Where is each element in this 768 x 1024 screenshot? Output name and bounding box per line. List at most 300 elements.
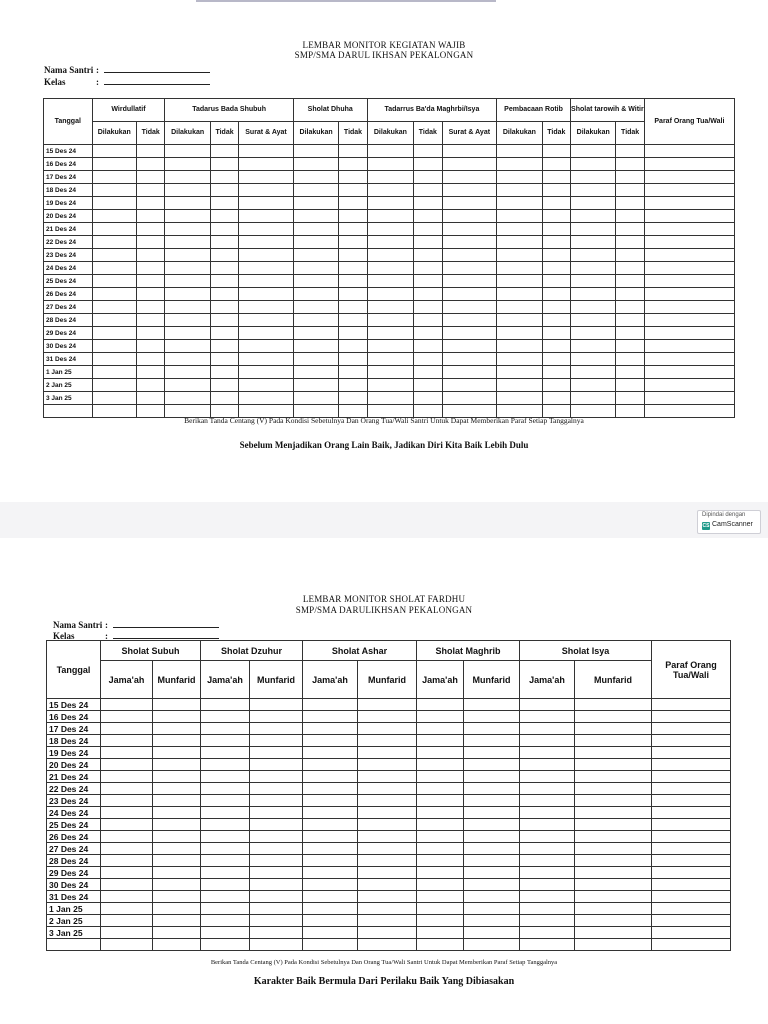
checkbox-cell[interactable] [250,831,303,843]
checkbox-cell[interactable] [616,145,644,158]
checkbox-cell[interactable] [239,301,294,314]
checkbox-cell[interactable] [239,353,294,366]
checkbox-cell[interactable] [464,699,520,711]
checkbox-cell[interactable] [414,275,442,288]
checkbox-cell[interactable] [414,184,442,197]
checkbox-cell[interactable] [339,275,367,288]
checkbox-cell[interactable] [414,145,442,158]
checkbox-cell[interactable] [101,831,153,843]
checkbox-cell[interactable] [201,795,250,807]
checkbox-cell[interactable] [358,819,417,831]
blank-cell[interactable] [303,939,358,951]
checkbox-cell[interactable] [464,771,520,783]
checkbox-cell[interactable] [414,353,442,366]
checkbox-cell[interactable] [250,735,303,747]
checkbox-cell[interactable] [92,171,137,184]
checkbox-cell[interactable] [303,843,358,855]
checkbox-cell[interactable] [137,210,165,223]
blank-cell[interactable] [520,939,575,951]
checkbox-cell[interactable] [293,210,339,223]
checkbox-cell[interactable] [520,771,575,783]
checkbox-cell[interactable] [339,340,367,353]
checkbox-cell[interactable] [542,392,570,405]
checkbox-cell[interactable] [644,340,734,353]
checkbox-cell[interactable] [339,197,367,210]
checkbox-cell[interactable] [101,843,153,855]
checkbox-cell[interactable] [153,867,201,879]
checkbox-cell[interactable] [153,747,201,759]
checkbox-cell[interactable] [339,353,367,366]
checkbox-cell[interactable] [497,301,543,314]
checkbox-cell[interactable] [520,807,575,819]
student-name-blank[interactable] [104,64,210,73]
blank-cell[interactable] [101,939,153,951]
checkbox-cell[interactable] [616,171,644,184]
checkbox-cell[interactable] [417,723,464,735]
checkbox-cell[interactable] [210,158,238,171]
checkbox-cell[interactable] [153,783,201,795]
blank-cell[interactable] [652,939,731,951]
checkbox-cell[interactable] [652,819,731,831]
checkbox-cell[interactable] [210,171,238,184]
checkbox-cell[interactable] [250,867,303,879]
checkbox-cell[interactable] [367,275,414,288]
checkbox-cell[interactable] [210,366,238,379]
checkbox-cell[interactable] [414,392,442,405]
checkbox-cell[interactable] [153,927,201,939]
checkbox-cell[interactable] [542,379,570,392]
checkbox-cell[interactable] [165,197,211,210]
checkbox-cell[interactable] [497,353,543,366]
checkbox-cell[interactable] [201,831,250,843]
checkbox-cell[interactable] [201,867,250,879]
checkbox-cell[interactable] [497,275,543,288]
checkbox-cell[interactable] [542,314,570,327]
checkbox-cell[interactable] [570,314,616,327]
checkbox-cell[interactable] [575,711,652,723]
checkbox-cell[interactable] [497,145,543,158]
checkbox-cell[interactable] [239,314,294,327]
checkbox-cell[interactable] [367,145,414,158]
checkbox-cell[interactable] [520,879,575,891]
checkbox-cell[interactable] [358,891,417,903]
checkbox-cell[interactable] [92,210,137,223]
checkbox-cell[interactable] [542,236,570,249]
checkbox-cell[interactable] [644,236,734,249]
checkbox-cell[interactable] [542,327,570,340]
checkbox-cell[interactable] [250,927,303,939]
checkbox-cell[interactable] [367,171,414,184]
class-blank[interactable] [104,76,210,85]
checkbox-cell[interactable] [542,340,570,353]
checkbox-cell[interactable] [616,379,644,392]
checkbox-cell[interactable] [464,723,520,735]
checkbox-cell[interactable] [165,249,211,262]
checkbox-cell[interactable] [520,699,575,711]
checkbox-cell[interactable] [644,353,734,366]
checkbox-cell[interactable] [652,771,731,783]
checkbox-cell[interactable] [165,171,211,184]
checkbox-cell[interactable] [570,288,616,301]
checkbox-cell[interactable] [542,184,570,197]
checkbox-cell[interactable] [303,783,358,795]
checkbox-cell[interactable] [339,366,367,379]
checkbox-cell[interactable] [358,711,417,723]
checkbox-cell[interactable] [358,699,417,711]
checkbox-cell[interactable] [652,807,731,819]
checkbox-cell[interactable] [358,915,417,927]
checkbox-cell[interactable] [652,783,731,795]
student-name-field[interactable] [44,64,210,75]
checkbox-cell[interactable] [644,197,734,210]
checkbox-cell[interactable] [520,759,575,771]
checkbox-cell[interactable] [644,327,734,340]
checkbox-cell[interactable] [414,210,442,223]
checkbox-cell[interactable] [165,223,211,236]
checkbox-cell[interactable] [616,353,644,366]
blank-cell[interactable] [464,939,520,951]
checkbox-cell[interactable] [201,723,250,735]
checkbox-cell[interactable] [92,327,137,340]
checkbox-cell[interactable] [210,145,238,158]
checkbox-cell[interactable] [570,379,616,392]
checkbox-cell[interactable] [367,366,414,379]
checkbox-cell[interactable] [542,275,570,288]
checkbox-cell[interactable] [652,735,731,747]
checkbox-cell[interactable] [570,184,616,197]
checkbox-cell[interactable] [464,843,520,855]
checkbox-cell[interactable] [616,314,644,327]
checkbox-cell[interactable] [153,915,201,927]
checkbox-cell[interactable] [520,891,575,903]
checkbox-cell[interactable] [414,158,442,171]
checkbox-cell[interactable] [165,366,211,379]
checkbox-cell[interactable] [239,223,294,236]
checkbox-cell[interactable] [210,327,238,340]
checkbox-cell[interactable] [616,249,644,262]
checkbox-cell[interactable] [165,392,211,405]
blank-cell[interactable] [250,939,303,951]
blank-cell[interactable] [153,939,201,951]
checkbox-cell[interactable] [367,353,414,366]
checkbox-cell[interactable] [201,699,250,711]
checkbox-cell[interactable] [542,210,570,223]
checkbox-cell[interactable] [417,903,464,915]
checkbox-cell[interactable] [644,184,734,197]
checkbox-cell[interactable] [644,314,734,327]
checkbox-cell[interactable] [303,699,358,711]
checkbox-cell[interactable] [616,197,644,210]
checkbox-cell[interactable] [293,197,339,210]
checkbox-cell[interactable] [92,184,137,197]
checkbox-cell[interactable] [575,843,652,855]
checkbox-cell[interactable] [293,171,339,184]
checkbox-cell[interactable] [239,327,294,340]
checkbox-cell[interactable] [414,249,442,262]
checkbox-cell[interactable] [101,795,153,807]
checkbox-cell[interactable] [442,171,497,184]
checkbox-cell[interactable] [644,171,734,184]
checkbox-cell[interactable] [616,210,644,223]
checkbox-cell[interactable] [497,223,543,236]
checkbox-cell[interactable] [652,759,731,771]
checkbox-cell[interactable] [101,867,153,879]
checkbox-cell[interactable] [165,184,211,197]
checkbox-cell[interactable] [339,184,367,197]
checkbox-cell[interactable] [101,855,153,867]
checkbox-cell[interactable] [414,288,442,301]
checkbox-cell[interactable] [250,903,303,915]
checkbox-cell[interactable] [239,184,294,197]
checkbox-cell[interactable] [575,831,652,843]
checkbox-cell[interactable] [210,197,238,210]
checkbox-cell[interactable] [414,197,442,210]
checkbox-cell[interactable] [358,723,417,735]
checkbox-cell[interactable] [442,392,497,405]
checkbox-cell[interactable] [165,301,211,314]
checkbox-cell[interactable] [201,807,250,819]
checkbox-cell[interactable] [358,771,417,783]
checkbox-cell[interactable] [250,843,303,855]
checkbox-cell[interactable] [239,392,294,405]
checkbox-cell[interactable] [101,711,153,723]
class-field[interactable] [44,76,210,87]
checkbox-cell[interactable] [442,223,497,236]
checkbox-cell[interactable] [644,158,734,171]
checkbox-cell[interactable] [101,747,153,759]
checkbox-cell[interactable] [570,262,616,275]
checkbox-cell[interactable] [250,915,303,927]
checkbox-cell[interactable] [542,288,570,301]
checkbox-cell[interactable] [137,171,165,184]
checkbox-cell[interactable] [165,327,211,340]
checkbox-cell[interactable] [570,340,616,353]
checkbox-cell[interactable] [367,340,414,353]
checkbox-cell[interactable] [101,699,153,711]
checkbox-cell[interactable] [239,366,294,379]
checkbox-cell[interactable] [644,301,734,314]
checkbox-cell[interactable] [303,831,358,843]
checkbox-cell[interactable] [542,223,570,236]
checkbox-cell[interactable] [570,158,616,171]
checkbox-cell[interactable] [250,807,303,819]
checkbox-cell[interactable] [542,249,570,262]
checkbox-cell[interactable] [616,288,644,301]
checkbox-cell[interactable] [137,158,165,171]
checkbox-cell[interactable] [101,771,153,783]
checkbox-cell[interactable] [542,197,570,210]
checkbox-cell[interactable] [250,759,303,771]
checkbox-cell[interactable] [293,262,339,275]
checkbox-cell[interactable] [652,699,731,711]
checkbox-cell[interactable] [464,891,520,903]
checkbox-cell[interactable] [250,879,303,891]
checkbox-cell[interactable] [442,275,497,288]
checkbox-cell[interactable] [137,340,165,353]
checkbox-cell[interactable] [250,855,303,867]
checkbox-cell[interactable] [153,795,201,807]
checkbox-cell[interactable] [153,759,201,771]
checkbox-cell[interactable] [137,288,165,301]
checkbox-cell[interactable] [201,843,250,855]
blank-cell[interactable] [47,939,101,951]
checkbox-cell[interactable] [293,366,339,379]
checkbox-cell[interactable] [367,262,414,275]
checkbox-cell[interactable] [520,831,575,843]
checkbox-cell[interactable] [137,145,165,158]
checkbox-cell[interactable] [570,353,616,366]
checkbox-cell[interactable] [239,288,294,301]
checkbox-cell[interactable] [153,819,201,831]
checkbox-cell[interactable] [165,288,211,301]
checkbox-cell[interactable] [652,795,731,807]
checkbox-cell[interactable] [137,314,165,327]
checkbox-cell[interactable] [497,236,543,249]
checkbox-cell[interactable] [464,807,520,819]
checkbox-cell[interactable] [137,184,165,197]
checkbox-cell[interactable] [575,903,652,915]
checkbox-cell[interactable] [442,314,497,327]
checkbox-cell[interactable] [520,915,575,927]
checkbox-cell[interactable] [339,314,367,327]
checkbox-cell[interactable] [414,366,442,379]
checkbox-cell[interactable] [358,807,417,819]
checkbox-cell[interactable] [339,171,367,184]
checkbox-cell[interactable] [92,379,137,392]
checkbox-cell[interactable] [293,327,339,340]
checkbox-cell[interactable] [303,735,358,747]
checkbox-cell[interactable] [644,379,734,392]
student-name-blank[interactable] [113,619,219,628]
checkbox-cell[interactable] [101,783,153,795]
checkbox-cell[interactable] [414,171,442,184]
checkbox-cell[interactable] [442,353,497,366]
checkbox-cell[interactable] [358,855,417,867]
checkbox-cell[interactable] [417,807,464,819]
checkbox-cell[interactable] [570,249,616,262]
checkbox-cell[interactable] [293,158,339,171]
checkbox-cell[interactable] [358,747,417,759]
checkbox-cell[interactable] [644,223,734,236]
checkbox-cell[interactable] [153,735,201,747]
checkbox-cell[interactable] [101,723,153,735]
checkbox-cell[interactable] [303,927,358,939]
checkbox-cell[interactable] [542,171,570,184]
checkbox-cell[interactable] [575,891,652,903]
checkbox-cell[interactable] [417,759,464,771]
checkbox-cell[interactable] [137,223,165,236]
checkbox-cell[interactable] [442,236,497,249]
checkbox-cell[interactable] [616,366,644,379]
checkbox-cell[interactable] [250,783,303,795]
checkbox-cell[interactable] [239,262,294,275]
checkbox-cell[interactable] [250,771,303,783]
checkbox-cell[interactable] [250,711,303,723]
checkbox-cell[interactable] [575,747,652,759]
checkbox-cell[interactable] [239,158,294,171]
checkbox-cell[interactable] [644,145,734,158]
checkbox-cell[interactable] [464,783,520,795]
checkbox-cell[interactable] [92,275,137,288]
checkbox-cell[interactable] [442,379,497,392]
checkbox-cell[interactable] [417,891,464,903]
checkbox-cell[interactable] [497,249,543,262]
checkbox-cell[interactable] [101,879,153,891]
checkbox-cell[interactable] [92,158,137,171]
checkbox-cell[interactable] [153,723,201,735]
checkbox-cell[interactable] [293,379,339,392]
checkbox-cell[interactable] [239,171,294,184]
checkbox-cell[interactable] [210,262,238,275]
checkbox-cell[interactable] [92,249,137,262]
checkbox-cell[interactable] [358,795,417,807]
checkbox-cell[interactable] [414,236,442,249]
checkbox-cell[interactable] [293,314,339,327]
checkbox-cell[interactable] [497,288,543,301]
checkbox-cell[interactable] [570,145,616,158]
checkbox-cell[interactable] [652,855,731,867]
checkbox-cell[interactable] [652,711,731,723]
checkbox-cell[interactable] [542,145,570,158]
checkbox-cell[interactable] [137,392,165,405]
checkbox-cell[interactable] [464,867,520,879]
checkbox-cell[interactable] [101,915,153,927]
checkbox-cell[interactable] [250,819,303,831]
checkbox-cell[interactable] [442,301,497,314]
checkbox-cell[interactable] [165,275,211,288]
checkbox-cell[interactable] [250,699,303,711]
checkbox-cell[interactable] [464,927,520,939]
checkbox-cell[interactable] [293,288,339,301]
checkbox-cell[interactable] [497,197,543,210]
checkbox-cell[interactable] [652,843,731,855]
checkbox-cell[interactable] [303,771,358,783]
checkbox-cell[interactable] [239,236,294,249]
checkbox-cell[interactable] [303,795,358,807]
checkbox-cell[interactable] [339,379,367,392]
checkbox-cell[interactable] [210,210,238,223]
checkbox-cell[interactable] [652,927,731,939]
checkbox-cell[interactable] [520,843,575,855]
checkbox-cell[interactable] [210,184,238,197]
checkbox-cell[interactable] [137,275,165,288]
checkbox-cell[interactable] [570,392,616,405]
checkbox-cell[interactable] [417,699,464,711]
checkbox-cell[interactable] [575,879,652,891]
checkbox-cell[interactable] [417,855,464,867]
checkbox-cell[interactable] [293,184,339,197]
checkbox-cell[interactable] [165,158,211,171]
checkbox-cell[interactable] [367,392,414,405]
checkbox-cell[interactable] [137,327,165,340]
checkbox-cell[interactable] [358,879,417,891]
checkbox-cell[interactable] [339,210,367,223]
checkbox-cell[interactable] [575,795,652,807]
checkbox-cell[interactable] [339,249,367,262]
checkbox-cell[interactable] [165,262,211,275]
checkbox-cell[interactable] [92,314,137,327]
checkbox-cell[interactable] [293,249,339,262]
checkbox-cell[interactable] [575,735,652,747]
checkbox-cell[interactable] [497,314,543,327]
checkbox-cell[interactable] [210,301,238,314]
checkbox-cell[interactable] [575,807,652,819]
checkbox-cell[interactable] [92,340,137,353]
checkbox-cell[interactable] [652,867,731,879]
checkbox-cell[interactable] [153,903,201,915]
checkbox-cell[interactable] [497,392,543,405]
blank-cell[interactable] [575,939,652,951]
